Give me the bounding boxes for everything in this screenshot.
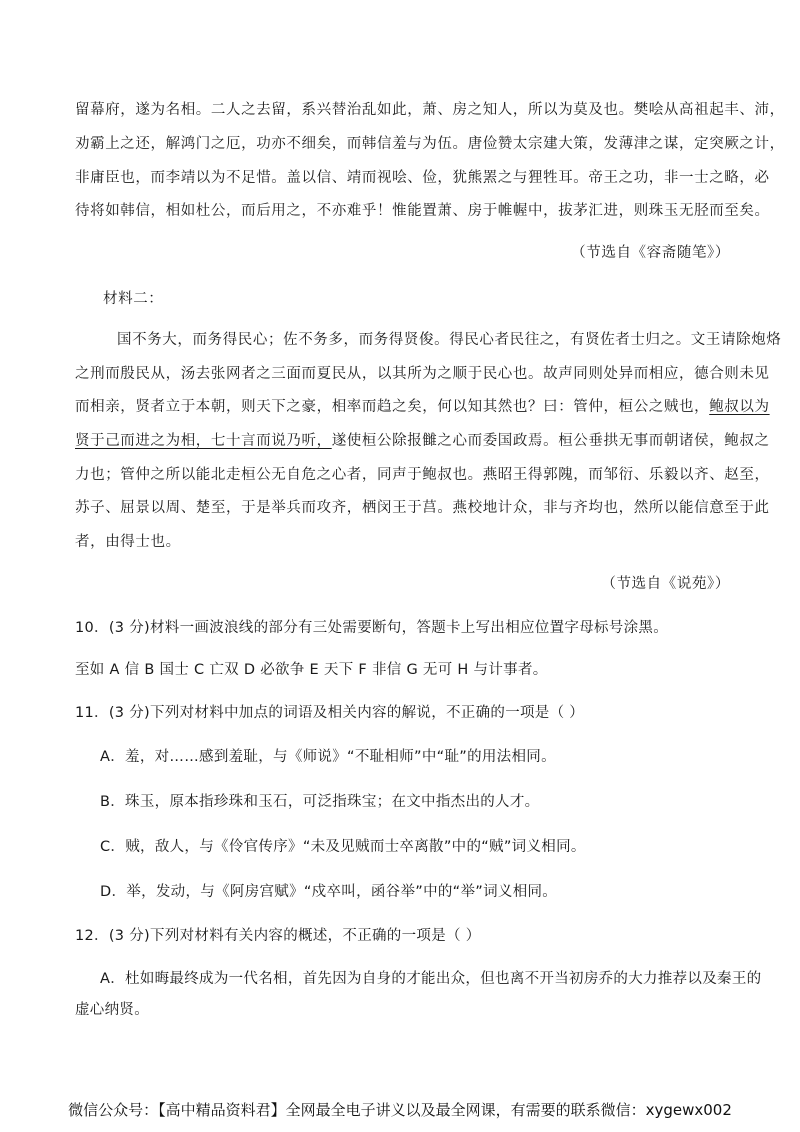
- material2-source: （节选自《说苑》）: [601, 576, 730, 592]
- material2-line-3-text: 而相亲，贤者立于本朝，则天下之豪，相率而趋之矣，何以知其然也？曰：管仲，桓公之贼也，: [75, 399, 710, 415]
- underlined-phrase: 鲍叔以为: [709, 399, 770, 415]
- question-10: 10．(3 分)材料一画波浪线的部分有三处需要断句，答题卡上写出相应位置字母标号涂黑。: [75, 620, 668, 636]
- material2-line-7: 者，由得士也。: [75, 534, 181, 550]
- material2-line-4: [75, 431, 770, 451]
- question-10-text: 至如 A 信 B 国士 C 亡双 D 必欲争 E 天下 F 非信 G 无可 H 与计事者。: [75, 662, 548, 678]
- question-12-option-a: A．杜如晦最终成为一代名相，首先因为自身的才能出众，但也离不开当初房乔的大力推荐以及秦王的: [100, 971, 762, 987]
- question-11-option-c: C．贼，敌人，与《伶官传序》“未及见贼而士卒离散”中的“贼”词义相同。: [100, 839, 586, 855]
- question-11-option-b: B．珠玉，原本指珍珠和玉石，可泛指珠宝；在文中指杰出的人才。: [100, 794, 540, 810]
- material2-line-3: [75, 397, 770, 417]
- material1-line-2: 劝霸上之还，解鸿门之厄，功亦不细矣，而韩信羞与为伍。唐俭赞太宗建大策，发薄津之谋，定突厥之计，: [75, 136, 785, 152]
- question-11: 11．(3 分)下列对材料中加点的词语及相关内容的解说，不正确的一项是（ ）: [75, 705, 585, 721]
- question-12-option-a-cont: 虚心纳贤。: [75, 1002, 149, 1018]
- material1-line-4: 待将如韩信，相如杜公，而后用之，不亦难乎！惟能置萧、房于帷幄中，拔茅汇进，则珠玉无胫而至矣。: [75, 203, 770, 219]
- underlined-sentence: 贤于己而进之为相，七十言而说乃听，: [75, 433, 332, 449]
- material2-line-6: 苏子、屈景以周、楚至，于是举兵而攻齐，栖闵王于莒。燕校地计众，非与齐均也，然所以能信意至于此: [75, 500, 770, 516]
- material2-line-5: 力也；管仲之所以能北走桓公无自危之心者，同声于鲍叔也。燕昭王得郭隗，而邹衍、乐毅以齐、赵至，: [75, 467, 770, 483]
- material2-label: 材料二：: [103, 291, 164, 307]
- material2-line-1: 国不务大，而务得民心；佐不务多，而务得贤俊。得民心者民往之，有贤佐者士归之。文王请除炮烙: [117, 332, 782, 348]
- material1-line-1: 留幕府，遂为名相。二人之去留，系兴替治乱如此，萧、房之知人，所以为莫及也。樊哙从高祖起丰、沛，: [75, 102, 785, 118]
- footer-watermark: 微信公众号：【高中精品资料君】全网最全电子讲义以及最全网课，有需要的联系微信：xygewx002: [68, 1101, 732, 1119]
- question-11-option-a: A．羞，对……感到羞耻，与《师说》“不耻相师”中“耻”的用法相同。: [100, 749, 556, 765]
- material2-line-2: 之刑而殷民从，汤去张网者之三面而夏民从，以其所为之顺于民心也。故声同则处异而相应，德合则未见: [75, 366, 770, 382]
- material1-source: （节选自《容斋随笔》）: [571, 245, 730, 261]
- question-12: 12．(3 分)下列对材料有关内容的概述，不正确的一项是（ ）: [75, 928, 481, 944]
- question-11-option-d: D．举，发动，与《阿房宫赋》“戍卒叫，函谷举”中的“举”词义相同。: [100, 884, 558, 900]
- material1-line-3: 非庸臣也，而李靖以为不足惜。盖以信、靖而视哙、俭，犹熊罴之与狸牲耳。帝王之功，非一士之略，必: [75, 170, 770, 186]
- material2-line-4-rest: 遂使桓公除报雠之心而委国政焉。桓公垂拱无事而朝诸侯，鲍叔之: [331, 433, 770, 449]
